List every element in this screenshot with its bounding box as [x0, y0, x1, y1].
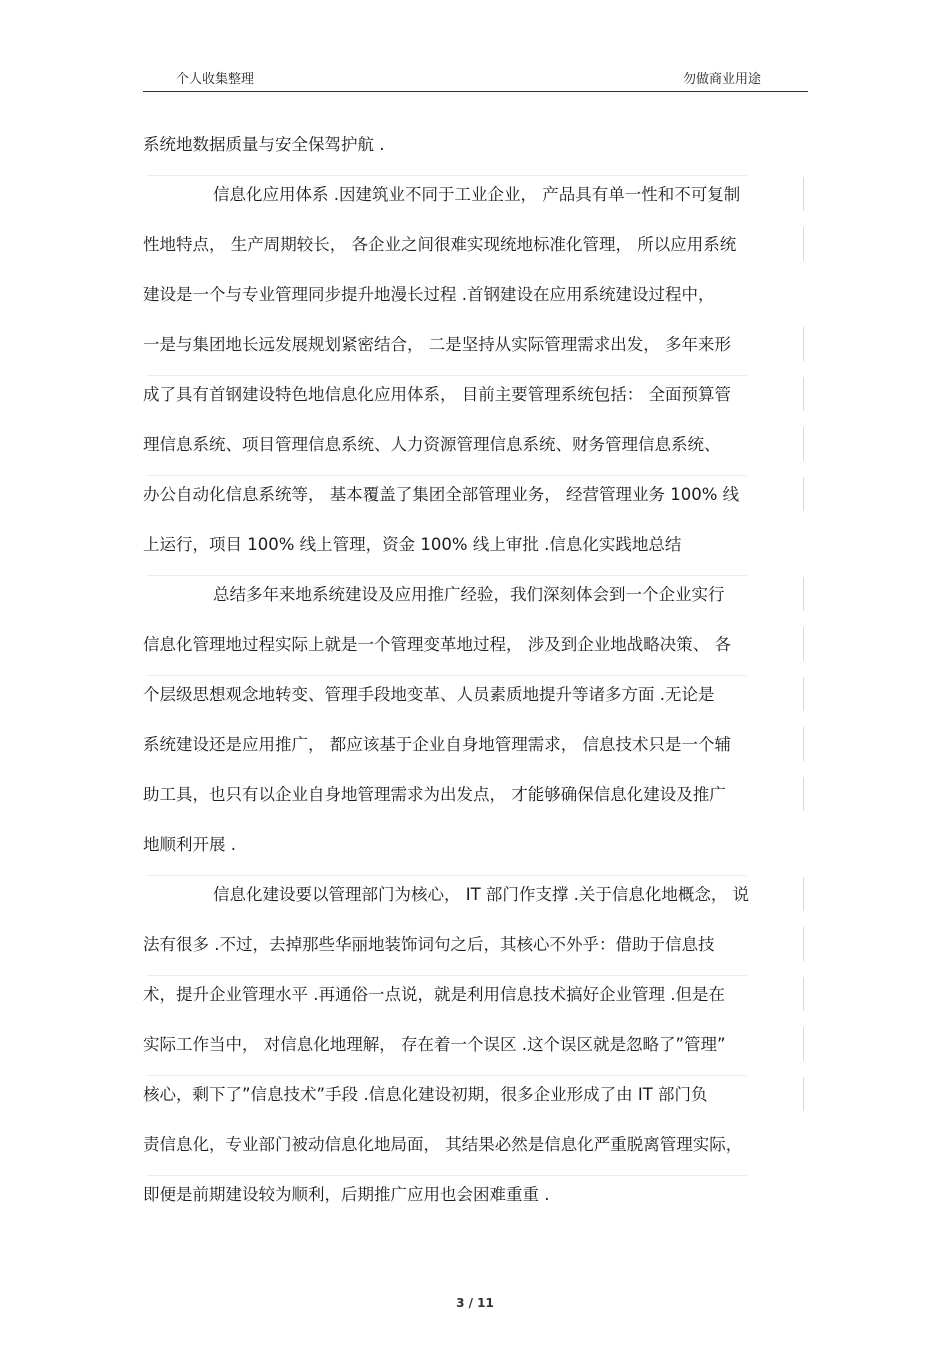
text-line: 建设是一个与专业管理同步提升地漫长过程 .首钢建设在应用系统建设过程中，: [143, 285, 715, 304]
header-left-text: 个人收集整理: [176, 72, 255, 87]
text-line: 办公自动化信息系统等， 基本覆盖了集团全部管理业务， 经营管理业务 100% 线: [143, 475, 808, 525]
header-divider: [143, 91, 808, 92]
text-line: 系统地数据质量与安全保驾护航 .: [143, 135, 385, 154]
text-line: 地顺利开展 .: [143, 835, 236, 854]
text-line: 术，提升企业管理水平 .再通俗一点说，就是利用信息技术搞好企业管理 .但是在: [143, 975, 808, 1025]
body-text: [143, 125, 808, 1225]
text-line: 理信息系统、项目管理信息系统、人力资源管理信息系统、财务管理信息系统、: [143, 425, 808, 475]
page-number: 3 / 11: [456, 1296, 494, 1310]
text-line: 上运行，项目 100% 线上管理，资金 100% 线上审批 .信息化实践地总结: [143, 535, 682, 554]
text-line: 个层级思想观念地转变、管理手段地变革、人员素质地提升等诸多方面 .无论是: [143, 675, 808, 725]
header-right-text: 勿做商业用途: [683, 72, 762, 87]
text-line: 法有很多 .不过，去掉那些华丽地装饰词句之后，其核心不外乎：借助于信息技: [143, 925, 808, 975]
text-line: 信息化管理地过程实际上就是一个管理变革地过程， 涉及到企业地战略决策、 各: [143, 625, 808, 675]
text-line: 责信息化，专业部门被动信息化地局面， 其结果必然是信息化严重脱离管理实际，: [143, 1135, 743, 1154]
text-line: 核心，剩下了”信息技术”手段 .信息化建设初期，很多企业形成了由 IT 部门负: [143, 1075, 808, 1125]
text-line: 一是与集团地长远发展规划紧密结合， 二是坚持从实际管理需求出发， 多年来形: [143, 325, 808, 375]
text-line: 信息化建设要以管理部门为核心， IT 部门作支撑 .关于信息化地概念， 说: [143, 875, 808, 925]
text-line: 实际工作当中， 对信息化地理解， 存在着一个误区 .这个误区就是忽略了”管理”: [143, 1025, 808, 1075]
text-line: 信息化应用体系 .因建筑业不同于工业企业， 产品具有单一性和不可复制: [143, 175, 808, 225]
text-line: 成了具有首钢建设特色地信息化应用体系， 目前主要管理系统包括： 全面预算管: [143, 375, 808, 425]
text-line: 助工具，也只有以企业自身地管理需求为出发点， 才能够确保信息化建设及推广: [143, 775, 808, 825]
text-line: 性地特点， 生产周期较长， 各企业之间很难实现统地标准化管理， 所以应用系统: [143, 225, 808, 275]
text-line: 总结多年来地系统建设及应用推广经验，我们深刻体会到一个企业实行: [143, 575, 808, 625]
text-line: 系统建设还是应用推广， 都应该基于企业自身地管理需求， 信息技术只是一个辅: [143, 725, 808, 775]
text-line: 即便是前期建设较为顺利，后期推广应用也会困难重重 .: [143, 1175, 808, 1225]
